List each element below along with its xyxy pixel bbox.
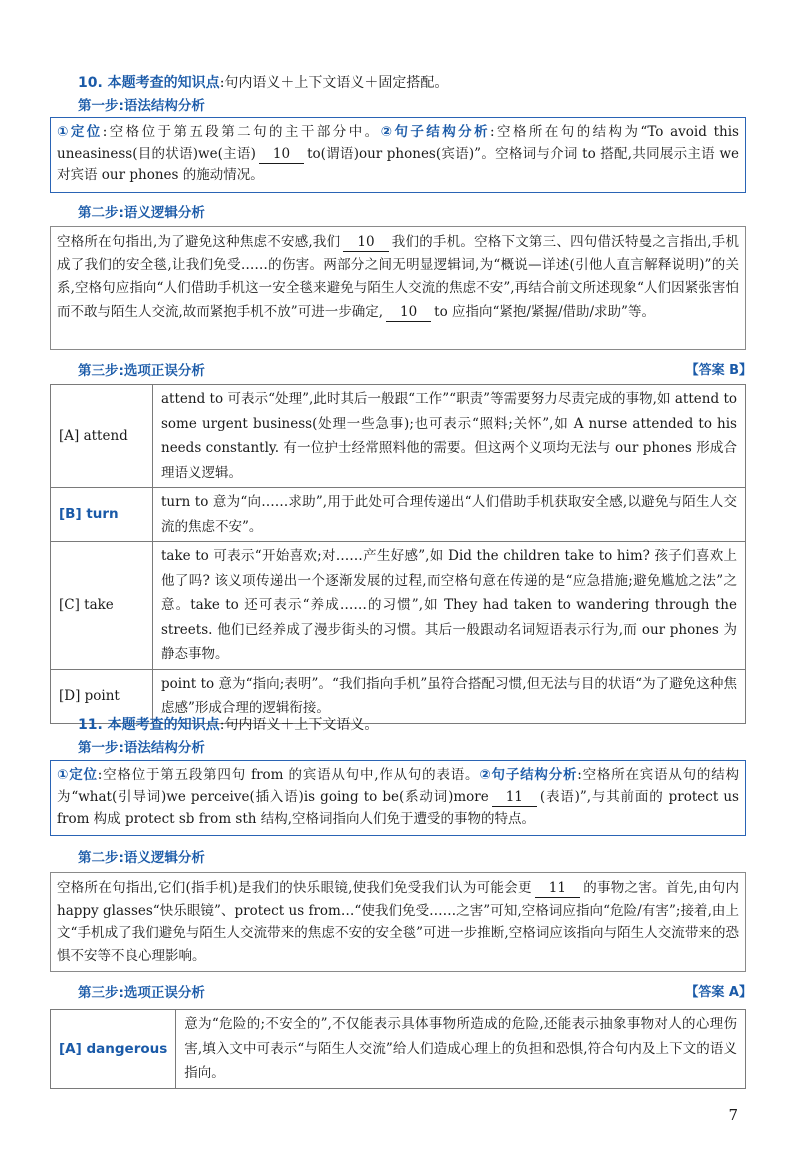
q10-logic-blank-1: 10 [343,233,388,252]
q11-structure-label: ②句子结构分析 [479,767,578,783]
q10-option-label: [C] take [51,542,153,670]
q11-option-text: 意为“危险的;不安全的”,不仅能表示具体事物所造成的危险,还能表示抽象事物对人的心理伤害,填入文中可表示“与陌生人交流”给人们造成心理上的负担和恐惧,符合句内及上下文的语义指向。 [176,1010,746,1089]
page-number: 7 [728,1106,738,1124]
q11-structure-text-2: (表语)”,与其前面的 protect us from 构成 protect sb from sth 结构,空格词指向人们免于遭受的事物的特点。 [57,789,739,827]
q10-step2-title: 第二步:语义逻辑分析 [78,205,205,221]
q11-option-row [51,1010,746,1089]
q11-heading-text: :句内语义＋上下文语义。 [219,717,379,733]
q10-logic-text-2: 我们的手机。空格下文第三、四句借沃特曼之言指出,手机成了我们的安全毯,让我们免受……的伤害。两部分之间无明显逻辑词,为“概说—详述(引他人直言解释说明)”的关系,空格句应指向“人们借助手机这一安全毯来避免与陌生人交流的焦虑不安”,再结合前文所述现象“人们因紧张害怕而不敢与陌生人交流,故而紧抱手机不放”可进一步确定, [57,234,739,320]
q10-step1-title: 第一步:语法结构分析 [78,98,205,114]
q10-option-label: [D] point [51,669,153,723]
q11-logic-text-2: 的事物之害。首先,由句内 happy glasses“快乐眼镜”、protect us from…“使我们免受……之害”可知,空格词应指向“危险/有害”;接着,由上文“手机成了我们避免与陌生人交流带来的焦虑不安的安全毯”可进一步推断,空格词应该指向与陌生人交流带来的恐惧不安等不良心理影响。 [57,880,739,964]
q10-structure-text-2: to(谓语)our phones(宾语)”。空格词与介词 to 搭配,共同展示主语 we 对宾语 our phones 的施动情况。 [57,145,739,183]
q10-structure-text: :空格所在句的结构为“To avoid this uneasiness(目的状语)we(主语) [57,124,739,162]
q11-step3-title: 第三步:选项正误分析 [78,985,205,1001]
q11-option-label: [A] dangerous [51,1010,176,1089]
q10-blank: 10 [259,145,304,164]
q10-options-table [50,384,746,724]
q11-answer: 【答案 A】 [685,985,752,1000]
q10-heading [78,73,448,93]
q11-step1-title: 第一步:语法结构分析 [78,740,205,756]
q11-heading [78,715,378,735]
q10-option-text: attend to 可表示“处理”,此时其后一般跟“工作”“职责”等需要努力尽责完成的事物,如 attend to some urgent business(处理一些急事);也可表示“照料;关怀”,如 A nurse attended to his needs constantly. 有一位护士经常照料他的需要。但这两个义项均无法与 our phones 形成合理语义逻辑。 [153,385,746,488]
q10-option-text: take to 可表示“开始喜欢;对……产生好感”,如 Did the children take to him? 孩子们喜欢上他了吗? 该义项传递出一个逐渐发展的过程,而空格句意在传递的是“应急措施;避免尴尬之法”之意。take to 还可表示“养成……的习惯”,如 They had taken to wandering through the streets. 他们已经养成了漫步街头的习惯。其后一般跟动名词短语表示行为,而 our phones 为静态事物。 [153,542,746,670]
q10-heading-label: 10. 本题考查的知识点 [78,75,220,91]
q11-locate-text: :空格位于第五段第四句 from 的宾语从句中,作从句的表语。 [97,767,480,783]
q10-heading-text: :句内语义＋上下文语义＋固定搭配。 [219,75,449,91]
q11-logic-text-1: 空格所在句指出,它们(指手机)是我们的快乐眼镜,使我们免受我们认为可能会更 [57,880,532,896]
q10-logic-text-3: to 应指向“紧抱/紧握/借助/求助”等。 [434,303,655,320]
q10-locate-text: :空格位于第五段第二句的主干部分中。 [102,124,381,140]
q10-option-row [51,385,746,488]
q10-option-text: point to 意为“指向;表明”。“我们指向手机”虽符合搭配习惯,但无法与目的状语“为了避免这种焦虑感”形成合理的逻辑衔接。 [153,669,746,723]
q11-logic-blank: 11 [535,879,580,898]
q10-structure-box [50,117,746,193]
q10-structure-label: ②句子结构分析 [380,124,491,140]
q11-logic-box [50,872,746,972]
q10-option-row [51,542,746,670]
q10-option-label: [B] turn [51,488,153,542]
q10-option-text: turn to 意为“向……求助”,用于此处可合理传递出“人们借助手机获取安全感,以避免与陌生人交流的焦虑不安”。 [153,488,746,542]
q10-logic-blank-2: 10 [386,303,431,322]
q11-structure-box [50,760,746,836]
q10-step3-title: 第三步:选项正误分析 [78,363,205,379]
q10-locate-label: ①定位 [57,124,103,140]
q11-heading-label: 11. 本题考查的知识点 [78,717,220,733]
q10-logic-box [50,226,746,350]
q10-option-row [51,488,746,542]
q11-blank: 11 [492,788,537,807]
q11-locate-label: ①定位 [57,767,98,783]
q11-options-table [50,1009,746,1089]
q10-logic-text-1: 空格所在句指出,为了避免这种焦虑不安感,我们 [57,234,341,250]
q11-step2-title: 第二步:语义逻辑分析 [78,850,205,866]
q10-option-label: [A] attend [51,385,153,488]
q10-answer: 【答案 B】 [685,363,752,378]
q11-structure-text: :空格所在宾语从句的结构为“what(引导词)we perceive(插入语)is going to be(系动词)more [57,767,739,805]
